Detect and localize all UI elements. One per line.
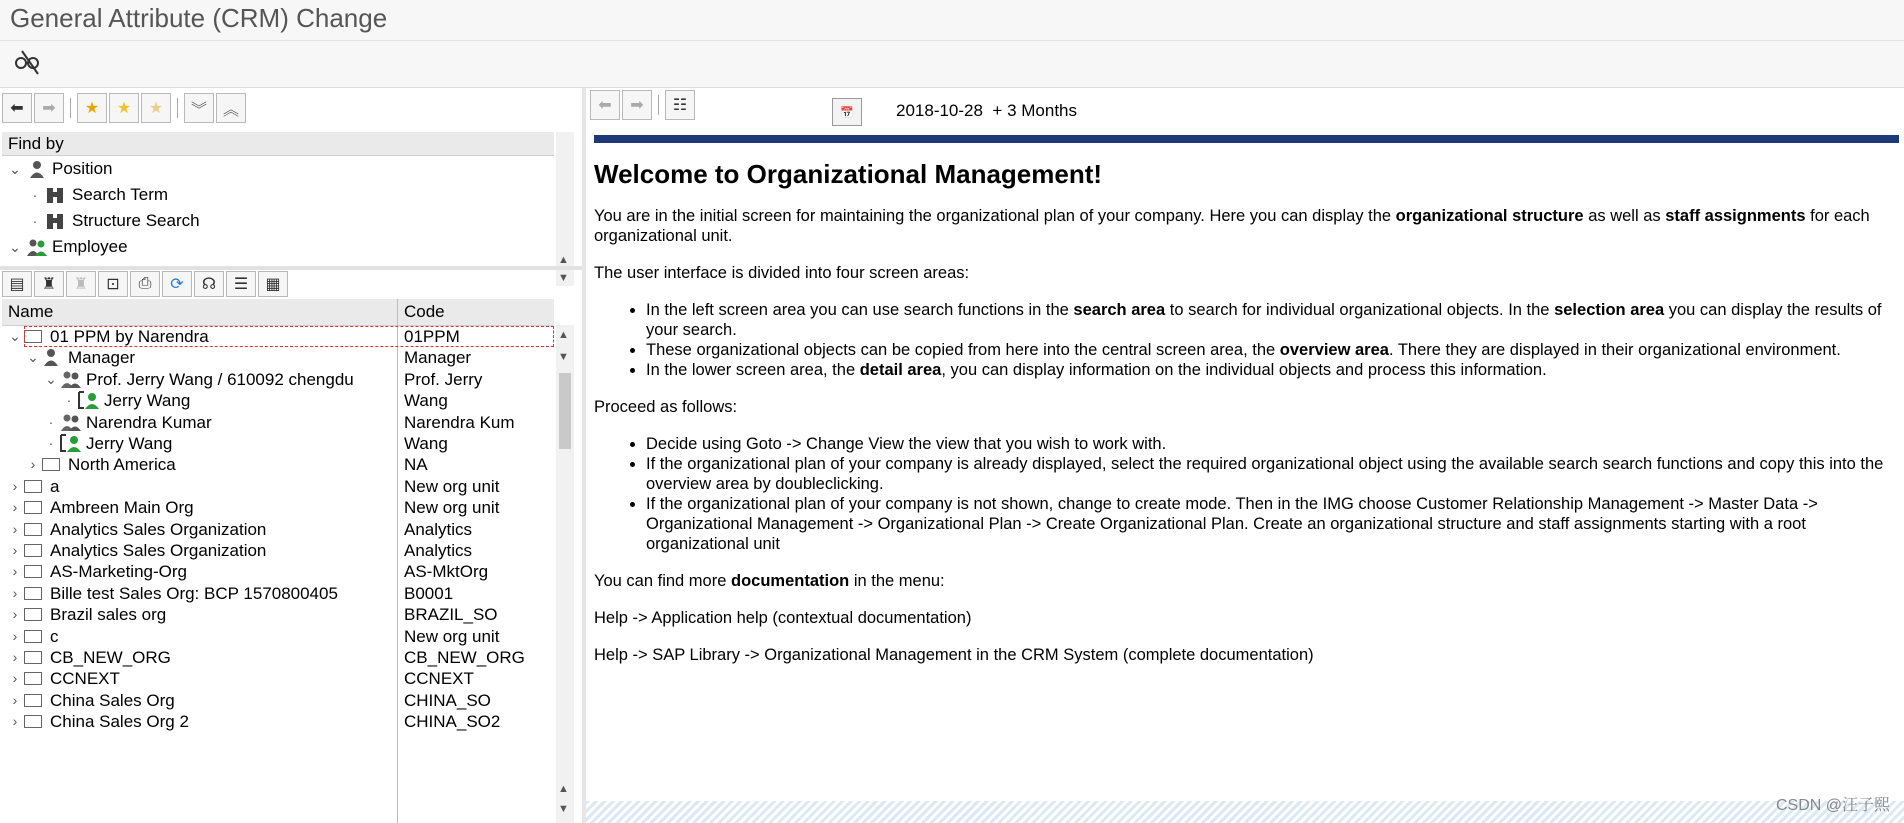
text: in the menu:: [849, 572, 945, 590]
headphones-icon: ☊: [201, 276, 217, 293]
row-name: Analytics Sales Organization: [50, 541, 267, 560]
list-item: • If the organizational plan of your company is not shown, change to create mode. Then in the IMG choose Customer Relationship Management -> Master Data -> Organizational Management -> Organizational Plan -> Create Organizational Plan. Create an organizational structure and staff assignments starting with a root organizational unit: [646, 494, 1894, 554]
org-unit-icon: [24, 672, 42, 685]
right-pane: [586, 88, 1904, 823]
people-icon: [60, 370, 82, 388]
transport-button[interactable]: [194, 271, 224, 297]
scroll-thumb[interactable]: [559, 373, 571, 449]
print-button[interactable]: [130, 271, 160, 297]
calendar-icon[interactable]: 📅: [832, 98, 862, 126]
table-row[interactable]: [2, 540, 554, 561]
row-code: Prof. Jerry: [404, 369, 483, 389]
find-item-employee[interactable]: [2, 234, 554, 260]
table-row[interactable]: [2, 454, 554, 475]
chevron-right-icon[interactable]: ›: [12, 520, 18, 537]
org-unit-icon: [24, 523, 42, 536]
row-code: Narendra Kum: [404, 412, 515, 432]
row-code: CCNEXT: [404, 669, 474, 689]
table-row[interactable]: [2, 347, 554, 368]
refresh-button[interactable]: [162, 271, 192, 297]
steps-list: [594, 434, 1894, 554]
row-name: North America: [68, 455, 176, 475]
help-application-line: Help -> Application help (contextual documentation): [594, 609, 972, 627]
scroll-up-icon[interactable]: ▲: [558, 329, 569, 341]
application-toolbar: [0, 41, 1904, 88]
table-row[interactable]: [2, 690, 554, 711]
employee-icon: [78, 391, 100, 409]
chevron-down-icon[interactable]: ⌄: [9, 328, 21, 344]
row-code: CHINA_SO2: [404, 712, 501, 732]
back-button[interactable]: [590, 90, 620, 120]
row-name: CB_NEW_ORG: [50, 648, 171, 667]
search-toolbar: [2, 92, 246, 124]
text-bold: search area: [1073, 301, 1166, 319]
chevron-right-icon[interactable]: ›: [12, 542, 18, 558]
scroll-up-icon[interactable]: ▲: [558, 783, 569, 795]
export-button[interactable]: [98, 271, 128, 297]
period-display[interactable]: [896, 98, 1077, 124]
chevron-right-icon[interactable]: ›: [12, 563, 18, 580]
intro-paragraph: [594, 206, 1894, 246]
welcome-content: [594, 158, 1894, 682]
table-row[interactable]: [2, 326, 554, 347]
row-name: CCNEXT: [50, 669, 120, 689]
chevron-right-icon[interactable]: ›: [30, 456, 36, 473]
org-unit-icon: [24, 587, 42, 600]
row-name: Prof. Jerry Wang / 610092 chengdu: [86, 369, 354, 389]
chevron-right-icon[interactable]: ›: [12, 713, 18, 730]
search-button[interactable]: [34, 271, 64, 297]
binoculars-icon: ♜: [41, 276, 57, 293]
find-next-button[interactable]: [66, 271, 96, 297]
arrow-left-icon: ⬅: [10, 100, 24, 117]
column-settings-button[interactable]: [258, 271, 288, 297]
back-button[interactable]: [2, 93, 32, 123]
binoculars-disabled-icon: ♜: [73, 276, 89, 293]
scroll-down-icon[interactable]: ▼: [558, 803, 569, 815]
row-code: NA: [404, 455, 428, 475]
header-divider: [594, 135, 1899, 143]
org-unit-icon: [24, 694, 42, 707]
find-item-label: Structure Search: [72, 211, 200, 230]
table-row[interactable]: [2, 519, 554, 540]
areas-paragraph: The user interface is divided into four screen areas:: [594, 264, 970, 282]
table-row[interactable]: [2, 604, 554, 625]
find-scrollbar[interactable]: [556, 132, 574, 286]
chevron-right-icon[interactable]: ›: [12, 499, 18, 516]
row-code: CB_NEW_ORG: [404, 648, 525, 667]
grid-settings-icon: ▦: [265, 276, 281, 293]
chevron-right-icon[interactable]: ›: [12, 691, 18, 708]
grid-scrollbar[interactable]: [556, 325, 574, 823]
person-icon: [42, 348, 60, 366]
text: , you can display information on the individual objects and process this information.: [941, 361, 1547, 379]
binoculars-icon: [46, 186, 64, 204]
row-code: New org unit: [404, 476, 500, 496]
row-name: Jerry Wang: [86, 434, 173, 453]
table-row[interactable]: [2, 561, 554, 582]
list-view-button[interactable]: [665, 90, 695, 120]
find-item-position[interactable]: [2, 156, 554, 182]
row-name: Ambreen Main Org: [50, 498, 194, 518]
text: as well as: [1583, 207, 1666, 225]
selection-frame: [24, 326, 554, 347]
help-library-line: Help -> SAP Library -> Organizational Management in the CRM System (complete documentation): [594, 646, 1314, 664]
list-item: [646, 360, 1894, 380]
chevron-down-icon[interactable]: ⌄: [9, 239, 21, 255]
collapse-all-button[interactable]: [216, 93, 246, 123]
scroll-down-icon[interactable]: ▼: [558, 272, 569, 284]
forward-button[interactable]: [622, 90, 652, 120]
scroll-up-icon[interactable]: ▲: [558, 254, 569, 266]
areas-list: [594, 300, 1894, 380]
find-item-search-term[interactable]: [2, 182, 554, 208]
org-unit-icon: [24, 565, 42, 578]
row-name: a: [50, 476, 60, 496]
toolbar-separator: [177, 98, 178, 118]
chevron-right-icon[interactable]: ›: [12, 627, 18, 644]
list-item: [646, 300, 1894, 340]
text: . There they are displayed in their organizational environment.: [1388, 341, 1841, 359]
row-code: BRAZIL_SO: [404, 605, 498, 625]
table-row[interactable]: [2, 583, 554, 604]
table-row[interactable]: [2, 668, 554, 689]
chevron-right-icon[interactable]: ›: [12, 649, 18, 665]
star-icon: ★: [116, 100, 132, 117]
chevron-right-icon[interactable]: ›: [12, 606, 18, 623]
period-date: 2018-10-28: [896, 101, 983, 120]
overview-toolbar: [586, 88, 1904, 132]
row-code: AS-MktOrg: [404, 562, 489, 582]
row-code: Analytics: [404, 519, 473, 539]
chevron-down-icon[interactable]: ⌄: [27, 349, 39, 366]
detail-area-border: [586, 801, 1904, 823]
org-unit-icon: [24, 608, 42, 621]
bullet-icon: ·: [48, 435, 54, 451]
export-icon: ⊡: [106, 276, 120, 293]
arrow-right-icon: ➡: [42, 100, 56, 117]
table-row[interactable]: [2, 390, 554, 411]
table-row[interactable]: [2, 626, 554, 647]
row-name: Manager: [68, 348, 136, 368]
row-name: Narendra Kumar: [86, 412, 212, 432]
row-name: AS-Marketing-Org: [50, 562, 187, 582]
find-item-label: Position: [52, 159, 113, 178]
documentation-paragraph: [594, 571, 1894, 591]
binoculars-icon: [46, 212, 64, 230]
add-favorite-button[interactable]: [77, 93, 107, 123]
table-row[interactable]: [2, 647, 554, 668]
list-icon: ☰: [233, 276, 249, 293]
text: In the lower screen area, the: [646, 361, 860, 379]
forward-button[interactable]: [34, 93, 64, 123]
row-code: New org unit: [404, 626, 500, 646]
text-bold: organizational structure: [1395, 207, 1584, 225]
print-icon: ⎙: [138, 275, 152, 292]
row-code: CHINA_SO: [404, 690, 491, 710]
detail-button[interactable]: [2, 271, 32, 297]
row-name: 01 PPM by Narendra: [50, 327, 209, 346]
row-name: Jerry Wang: [104, 391, 191, 411]
row-code: New org unit: [404, 498, 500, 518]
text-bold: overview area: [1279, 341, 1389, 359]
document-icon: ▤: [9, 276, 25, 293]
bullet-icon: ·: [66, 392, 72, 409]
window-title: General Attribute (CRM) Change: [10, 3, 388, 33]
watermark: CSDN @汪子熙: [1775, 797, 1890, 814]
text: you can display the results of your search.: [646, 301, 1882, 339]
welcome-heading: Welcome to Organizational Management!: [594, 159, 1103, 189]
star-add-icon: ★: [84, 100, 100, 117]
people-icon: [26, 238, 48, 256]
text: for each organizational unit.: [594, 207, 1870, 245]
text-bold: detail area: [859, 361, 942, 379]
list-item: • Decide using Goto -> Change View the view that you wish to work with.: [646, 434, 1894, 454]
bullet-icon: ·: [48, 413, 54, 430]
org-unit-icon: [24, 544, 42, 557]
column-header-name[interactable]: Name: [8, 302, 54, 321]
row-code: Analytics: [404, 541, 473, 560]
org-unit-icon: [24, 630, 42, 643]
row-code: Wang: [404, 434, 448, 453]
column-header-code[interactable]: Code: [404, 302, 445, 321]
text: In the left screen area you can use search functions in the: [646, 301, 1074, 319]
text: to search for individual organizational objects. In the: [1165, 301, 1555, 319]
row-code: B0001: [404, 583, 454, 603]
row-name: China Sales Org: [50, 690, 175, 710]
row-name: Analytics Sales Organization: [50, 519, 267, 539]
org-unit-icon: [24, 715, 42, 728]
text: These organizational objects can be copied from here into the central screen area, the: [646, 341, 1280, 359]
list-item: [646, 340, 1894, 360]
period-range: + 3 Months: [992, 101, 1077, 120]
text: You can find more: [594, 572, 731, 590]
person-icon: [28, 160, 46, 178]
text-bold: documentation: [730, 572, 850, 590]
chevron-down-icon[interactable]: ⌄: [9, 161, 21, 177]
chevron-right-icon[interactable]: ›: [12, 670, 18, 687]
bullet-icon: ·: [32, 213, 38, 229]
org-unit-icon: [24, 480, 42, 493]
org-unit-icon: [42, 458, 60, 471]
chevron-down-icon[interactable]: ⌄: [45, 370, 57, 387]
favorites-button[interactable]: [109, 93, 139, 123]
proceed-paragraph: Proceed as follows:: [594, 398, 738, 416]
expand-all-button[interactable]: [184, 93, 214, 123]
selection-toolbar: [2, 270, 288, 298]
table-row[interactable]: [2, 433, 554, 454]
double-chevron-up-icon: ︽: [222, 101, 239, 119]
employee-icon: [60, 434, 82, 452]
row-code: 01PPM: [404, 327, 460, 346]
grid-header: [2, 299, 554, 326]
row-name: Brazil sales org: [50, 605, 167, 625]
scroll-down-icon[interactable]: ▼: [558, 351, 569, 363]
find-item-label: Search Term: [72, 185, 169, 204]
find-by-header: Find by: [2, 132, 554, 156]
double-chevron-down-icon: ︾: [190, 101, 207, 119]
list-button[interactable]: [226, 271, 256, 297]
row-code: Wang: [404, 391, 448, 411]
glasses-pencil-icon[interactable]: [12, 47, 42, 77]
chevron-right-icon[interactable]: ›: [12, 584, 18, 601]
row-name: Bille test Sales Org: BCP 1570800405: [50, 583, 338, 603]
table-row[interactable]: [2, 476, 554, 497]
chevron-right-icon[interactable]: ›: [12, 477, 18, 494]
refresh-icon: ⟳: [170, 276, 184, 293]
table-row[interactable]: [2, 497, 554, 518]
find-item-label: Employee: [52, 237, 128, 256]
row-code: Manager: [404, 348, 472, 368]
star-edit-icon: ★: [148, 100, 164, 117]
arrow-left-icon: ⬅: [598, 97, 612, 114]
list-icon: ☷: [672, 97, 688, 114]
bullet-icon: ·: [32, 187, 38, 203]
title-bar: [0, 0, 1904, 41]
find-item-structure-search[interactable]: [2, 208, 554, 234]
table-row[interactable]: [2, 711, 554, 732]
toolbar-separator: [658, 95, 659, 115]
table-row[interactable]: [2, 412, 554, 433]
row-name: China Sales Org 2: [50, 712, 189, 732]
people-icon: [60, 413, 82, 431]
row-name: c: [50, 626, 59, 646]
text: You are in the initial screen for maintaining the organizational plan of your company. Here you can display the: [594, 207, 1396, 225]
toolbar-separator: [70, 98, 71, 118]
org-unit-icon: [24, 501, 42, 514]
org-unit-icon: [24, 651, 42, 664]
text-bold: selection area: [1554, 301, 1665, 319]
arrow-right-icon: ➡: [630, 97, 644, 114]
left-pane: [0, 88, 583, 823]
text-bold: staff assignments: [1665, 207, 1806, 225]
list-item: • If the organizational plan of your company is already displayed, select the required organizational object using the available search search functions and copy this into the overview area by doubleclicking.: [646, 454, 1894, 494]
edit-favorites-button[interactable]: [141, 93, 171, 123]
